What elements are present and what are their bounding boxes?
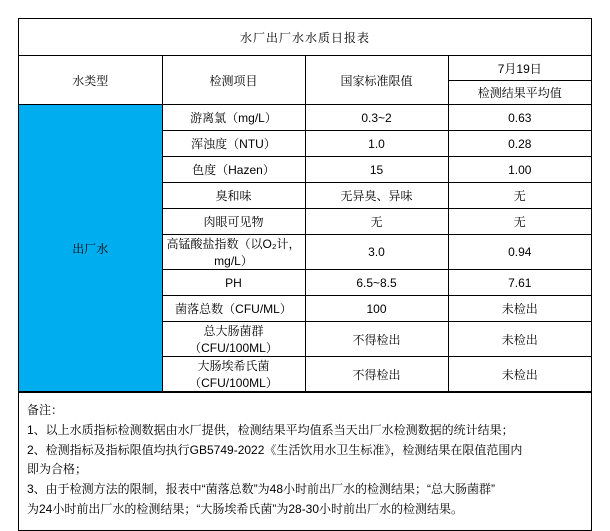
header-test-item: 检测项目 xyxy=(162,56,305,105)
notes-line: 为24小时前出厂水的检测结果；“大肠埃希氏菌”为28-30小时前出厂水的检测结果。 xyxy=(27,501,464,516)
header-date: 7月19日 xyxy=(448,56,591,81)
result-value: 0.94 xyxy=(448,235,591,270)
header-standard-limit: 国家标准限值 xyxy=(305,56,448,105)
test-item-name: 浑浊度（NTU） xyxy=(162,131,305,157)
standard-value: 6.5~8.5 xyxy=(305,270,448,296)
standard-value: 15 xyxy=(305,157,448,183)
standard-value: 3.0 xyxy=(305,235,448,270)
test-item-name: 菌落总数（CFU/ML） xyxy=(162,296,305,322)
report-title: 水厂出厂水水质日报表 xyxy=(19,19,591,56)
notes-line: 2、检测指标及指标限值均执行GB5749-2022《生活饮用水卫生标准》，检测结果在限值范围内 xyxy=(27,442,523,457)
result-value: 无 xyxy=(448,183,591,209)
test-item-name: 色度（Hazen） xyxy=(162,157,305,183)
standard-value: 不得检出 xyxy=(305,322,448,357)
notes-line: 1、以上水质指标检测数据由水厂提供，检测结果平均值系当天出厂水检测数据的统计结果； xyxy=(27,422,514,437)
result-value: 未检出 xyxy=(448,296,591,322)
standard-value: 无 xyxy=(305,209,448,235)
notes-line: 3、由于检测方法的限制，报表中“菌落总数”为48小时前出厂水的检测结果；“总大肠菌群” xyxy=(27,482,496,497)
result-value: 未检出 xyxy=(448,322,591,357)
test-item-name: 总大肠菌群（CFU/100ML） xyxy=(162,322,305,357)
result-value: 无 xyxy=(448,209,591,235)
header-row-1 xyxy=(19,56,591,81)
water-type-value: 出厂水 xyxy=(19,105,162,392)
result-value: 7.61 xyxy=(448,270,591,296)
water-quality-report xyxy=(18,18,592,531)
notes-label: 备注： xyxy=(27,403,64,417)
test-item-name: 高锰酸盐指数（以O₂计，mg/L） xyxy=(162,235,305,270)
standard-value: 无异臭、异味 xyxy=(305,183,448,209)
test-item-name: 大肠埃希氏菌（CFU/100ML） xyxy=(162,357,305,392)
title-row xyxy=(19,19,591,56)
result-value: 未检出 xyxy=(448,357,591,392)
standard-value: 不得检出 xyxy=(305,357,448,392)
test-item-name: 游离氯（mg/L） xyxy=(162,105,305,131)
standard-value: 100 xyxy=(305,296,448,322)
notes-section xyxy=(19,392,591,530)
result-value: 0.28 xyxy=(448,131,591,157)
result-value: 0.63 xyxy=(448,105,591,131)
header-average-result: 检测结果平均值 xyxy=(448,81,591,105)
test-item-name: PH xyxy=(162,270,305,296)
standard-value: 1.0 xyxy=(305,131,448,157)
result-value: 1.00 xyxy=(448,157,591,183)
standard-value: 0.3~2 xyxy=(305,105,448,131)
test-item-name: 臭和味 xyxy=(162,183,305,209)
test-item-name: 肉眼可见物 xyxy=(162,209,305,235)
notes-line: 即为合格； xyxy=(27,462,88,477)
header-water-type: 水类型 xyxy=(19,56,162,105)
table-row xyxy=(19,105,591,131)
water-quality-table xyxy=(19,19,591,392)
